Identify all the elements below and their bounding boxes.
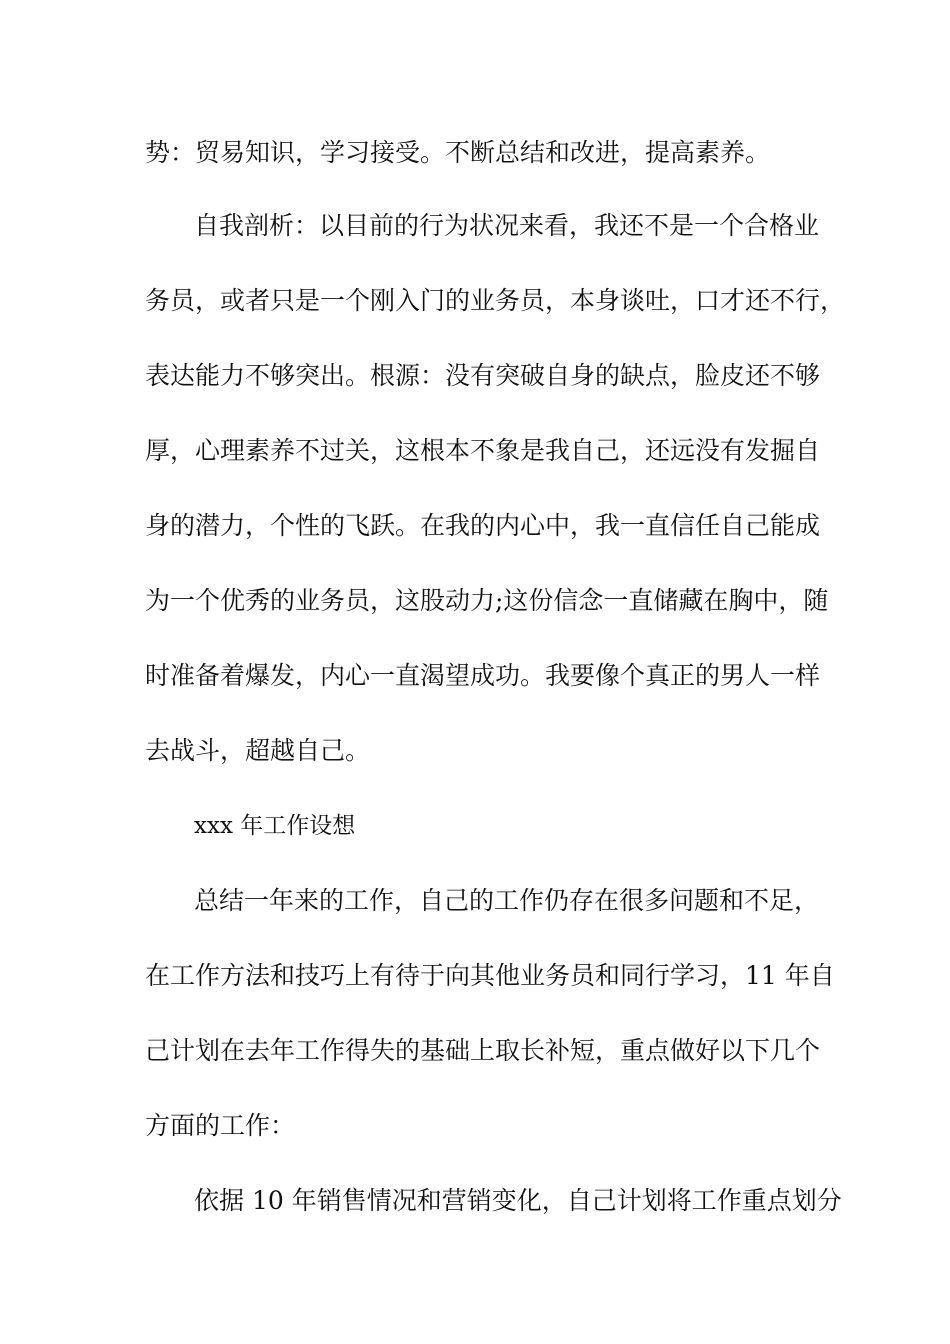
text-line: 去战斗，超越自己。: [145, 736, 371, 765]
paragraph-first-line: 依据 10 年销售情况和营销变化，自己计划将工作重点划分: [194, 1186, 842, 1215]
text-line: 方面的工作：: [145, 1111, 296, 1140]
text-line: 身的潜力，个性的飞跃。在我的内心中，我一直信任自己能成: [145, 511, 821, 540]
text-line: 时准备着爆发，内心一直渴望成功。我要像个真正的男人一样: [145, 661, 821, 690]
paragraph-first-line: 自我剖析：以目前的行为状况来看，我还不是一个合格业: [194, 211, 820, 240]
text-line: 为一个优秀的业务员，这股动力;这份信念一直储藏在胸中，随: [145, 586, 829, 615]
text-line: 势：贸易知识，学习接受。不断总结和改进，提高素养。: [145, 138, 771, 167]
section-heading: xxx 年工作设想: [194, 813, 356, 839]
text-line: 在工作方法和技巧上有待于向其他业务员和同行学习，11 年自: [145, 961, 835, 990]
text-line: 务员，或者只是一个刚入门的业务员，本身谈吐，口才还不行，: [145, 286, 846, 315]
text-line: 厚，心理素养不过关，这根本不象是我自己，还远没有发掘自: [145, 436, 821, 465]
text-line: 己计划在去年工作得失的基础上取长补短，重点做好以下几个: [145, 1036, 821, 1065]
paragraph-first-line: 总结一年来的工作，自己的工作仍存在很多问题和不足，: [194, 886, 820, 915]
text-line: 表达能力不够突出。根源：没有突破自身的缺点，脸皮还不够: [145, 361, 821, 390]
